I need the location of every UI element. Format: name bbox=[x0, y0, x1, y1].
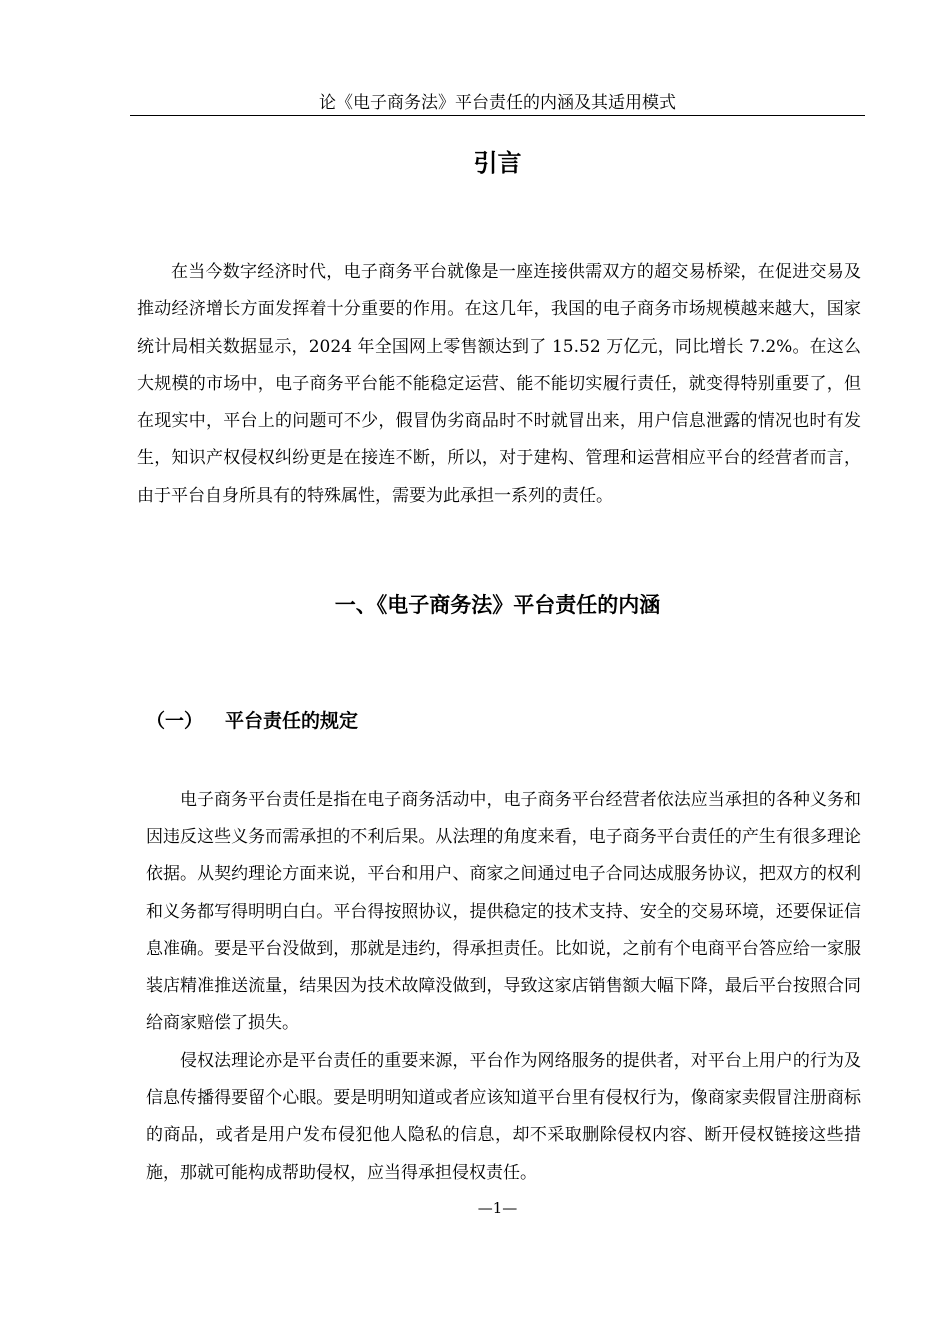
body-paragraph: 电子商务平台责任是指在电子商务活动中，电子商务平台经营者依法应当承担的各种义务和因违反这些义务而需承担的不利后果。从法理的角度来看，电子商务平台责任的产生有很多理论依据。从契约理论方面来说，平台和用户、商家之间通过电子合同达成服务协议，把双方的权利和义务都写得明明白白。平台得按照协议，提供稳定的技术支持、安全的交易环境，还要保证信息准确。要是平台没做到，那就是违约，得承担责任。比如说，之前有个电商平台答应给一家服装店精准推送流量，结果因为技术故障没做到，导致这家店销售额大幅下降，最后平台按照合同给商家赔偿了损失。 bbox=[146, 790, 861, 1034]
section-heading: 一、《电子商务法》平台责任的内涵 bbox=[334, 593, 661, 617]
header-rule bbox=[130, 115, 865, 116]
running-header: 论《电子商务法》平台责任的内涵及其适用模式 bbox=[319, 93, 676, 113]
intro-paragraph: 在当今数字经济时代，电子商务平台就像是一座连接供需双方的超交易桥梁，在促进交易及推动经济增长方面发挥着十分重要的作用。在这几年，我国的电子商务市场规模越来越大，国家统计局相关数据显示，2024 年全国网上零售额达到了 15.52 万亿元，同比增长 7.2%。在这么大规模的市场中，电子商务平台能不能稳定运营、能不能切实履行责任，就变得特别重要了，但在现实中，平台上的问题可不少，假冒伪劣商品时不时就冒出来，用户信息泄露的情况也时有发生，知识产权侵权纠纷更是在接连不断，所以，对于建构、管理和运营相应平台的经营者而言，由于平台自身所具有的特殊属性，需要为此承担一系列的责任。 bbox=[137, 262, 861, 506]
subsection-number: （一） bbox=[146, 710, 204, 732]
body-paragraph: 侵权法理论亦是平台责任的重要来源，平台作为网络服务的提供者，对平台上用户的行为及信息传播得要留个心眼。要是明明知道或者应该知道平台里有侵权行为，像商家卖假冒注册商标的商品，或者是用户发布侵犯他人隐私的信息，却不采取删除侵权内容、断开侵权链接这些措施，那就可能构成帮助侵权，应当得承担侵权责任。 bbox=[146, 1051, 861, 1183]
subsection-title: 平台责任的规定 bbox=[225, 710, 359, 732]
subsection-heading bbox=[146, 705, 866, 737]
page-title: 引言 bbox=[473, 149, 522, 177]
page-number: —1— bbox=[477, 1199, 518, 1217]
